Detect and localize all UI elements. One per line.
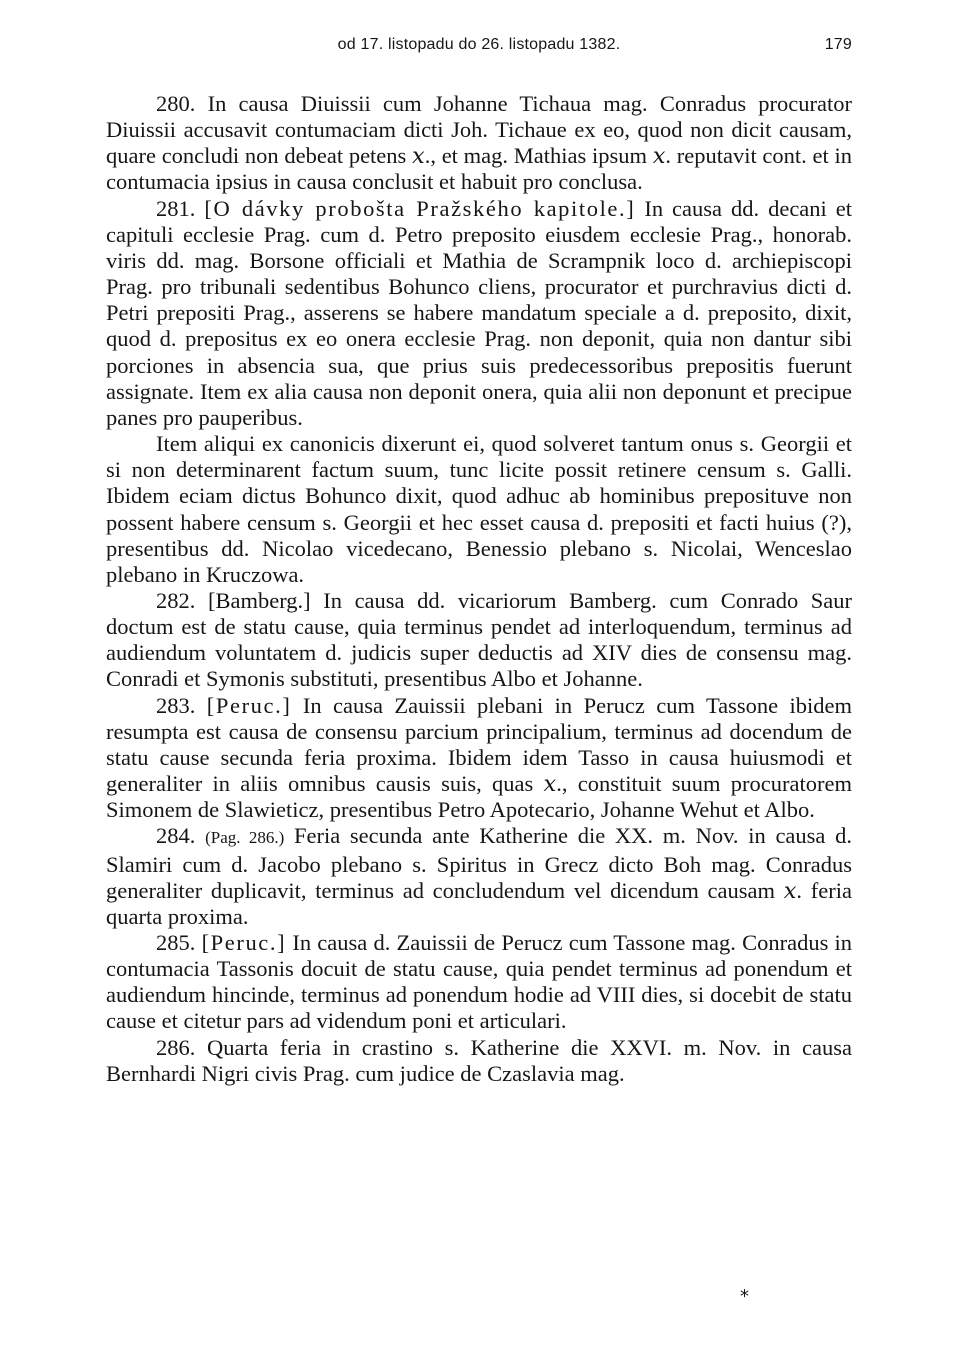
entry-284 <box>106 823 852 930</box>
entry-heading: [Bamberg.] <box>207 587 311 613</box>
entry-282 <box>106 588 852 693</box>
document-page <box>106 36 852 1087</box>
entry-286 <box>106 1035 852 1087</box>
entry-text: In causa dd. decani et capituli ecclesie Prag. cum d. Petro preposito eiusdem ecclesie Prag., honorab. viris dd. mag. Borsone officiali et Mathia de Scrampnik loco d. archiepiscopi Prag. pro tribunali sedentibus Bohunco cliens, procurator et purchravius dicti d. Petri prepositi Prag., asserens se habere mandatum speciale a d. preposito, dixit, quod d. prepositus ex eo onera ecclesie Prag. non deponit, quia non dantur sibi porciones in absencia sua, que prius suis predecessoribus prepositis fuerunt assignate. Item ex alia causa non deponit onera, quia alii non deponunt et precipue panes pro pauperibus. <box>106 195 853 430</box>
entry-number: 283. <box>156 692 196 718</box>
entry-text: 280. In causa Diuissii cum Johanne Tichaua mag. Conradus procurator Diuissii accusavit contumaciam dicti Joh. Tichaue ex eo, quod non dicit causam, quare concludi non debeat petens 𝑥., et mag. Mathias ipsum 𝑥. reputavit cont. et in contumacia ipsius in causa conclusit et habuit pro conclusa. <box>106 91 852 195</box>
entry-281-continued <box>106 431 852 588</box>
footnote-mark: * <box>740 1286 749 1307</box>
entry-281 <box>106 196 852 431</box>
entry-text: In causa dd. vicariorum Bamberg. cum Conrado Saur doctum est de statu cause, quia terminus pendet ad interloquendum, terminus ad audiendum voluntatem d. judicis super deductis ad XIV dies de consensu mag. Conradi et Symonis substituti, presentibus Albo et Johanne. <box>106 587 853 692</box>
running-title: od 17. listopadu do 26. listopadu 1382. <box>337 36 621 53</box>
document-body <box>106 91 852 1087</box>
running-head <box>106 36 852 60</box>
entry-285 <box>106 930 852 1035</box>
entry-283 <box>106 693 852 824</box>
page-number: 179 <box>824 36 852 53</box>
entry-number: 284. <box>156 823 196 849</box>
entry-text: Feria secunda ante Katherine die XX. m. Nov. in causa d. Slamiri cum d. Jacobo plebano s. Spiritus in Grecz dicto Boh mag. Conradus generaliter duplicavit, terminus ad concludendum vel dicendum causam 𝑥. feria quarta proxima. <box>106 823 853 929</box>
entry-text: Item aliqui ex canonicis dixerunt ei, quod solveret tantum onus s. Georgii et si non determinarent factum suum, tunc licite possit retinere censum s. Galli. Ibidem eciam dictus Bohunco dixit, quod adhuc ab hominibus preposituve non possent habere censum s. Georgii et hec esset causa d. prepositi et facti huius (?), presentibus dd. Nicolao vicedecano, Benessio plebano s. Nicolai, Wenceslao plebano in Kruczowa. <box>106 431 852 587</box>
entry-280 <box>106 91 852 196</box>
entry-number: 282. <box>156 587 196 613</box>
entry-text: 286. Quarta feria in crastino s. Katherine die XXVI. m. Nov. in causa Bernhardi Nigri civis Prag. cum judice de Czaslavia mag. <box>106 1034 852 1086</box>
entry-text: In causa d. Zauissii de Perucz cum Tassone mag. Conradus in contumacia Tassonis docuit de statu cause, quia pendet terminus ad ponendum et audiendum hincinde, terminus ad ponendum hodie ad VIII dies, si docebit de statu cause et citetur pars ad videndum poni et articulari. <box>106 930 853 1034</box>
page-reference-note: (Pag. 286.) <box>205 828 285 848</box>
entry-number: 285. <box>156 930 196 955</box>
entry-heading: [Peruc.] <box>206 692 292 718</box>
entry-heading: [Peruc.] <box>201 930 287 955</box>
entry-number: 281. <box>156 195 196 221</box>
entry-heading: [O dávky probošta Pražského kapitole.] <box>204 195 636 221</box>
entry-text: In causa Zauissii plebani in Perucz cum Tassone ibidem resumpta est causa de consensu parcium principalium, terminus ad docendum de statu cause secunda feria proxima. Ibidem idem Tasso in causa huiusmodi et generaliter in aliis omnibus causis suis, quas 𝑥., constituit suum procuratorem Simonem de Slawieticz, presentibus Petro Apotecario, Johanne Wehut et Albo. <box>106 692 853 823</box>
